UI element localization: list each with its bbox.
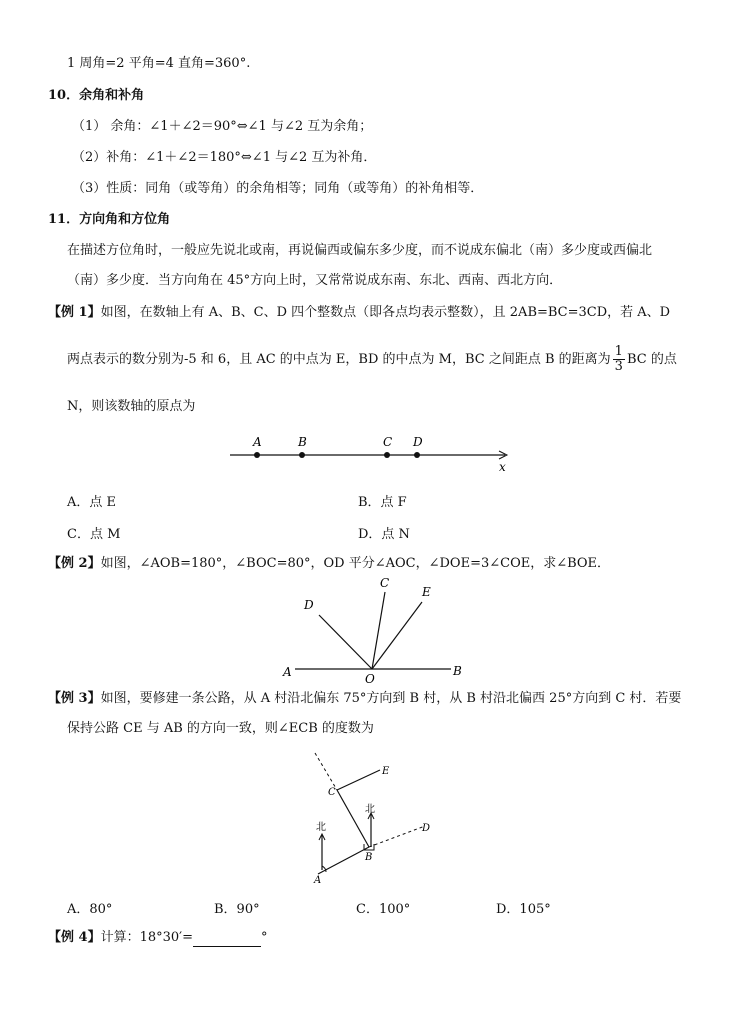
sec10-item-3: （3）性质：同角（或等角）的余角相等；同角（或等角）的补角相等． — [72, 181, 484, 196]
ray-oc — [372, 592, 385, 669]
sec10-item-2: （2）补角：∠1＋∠2＝180°⇔∠1 与∠2 互为补角． — [72, 150, 377, 165]
ex3-option-b: B．90° — [214, 902, 260, 917]
ray-oe — [372, 602, 422, 669]
ex3-option-a: A．80° — [67, 902, 113, 917]
example-1-text-2a: 两点表示的数分别为-5 和 6，且 AC 的中点为 E，BD 的中点为 M，BC 之间距点 B 的距离为 — [67, 352, 611, 367]
example-4-text: 计算：18°30′= — [100, 930, 194, 945]
ex3-option-c: C．100° — [356, 902, 411, 917]
example-3-text-1: 如图，要修建一条公路，从 A 村沿北偏东 75°方向到 B 村，从 B 村沿北偏西 25°方向到 C 村．若要 — [100, 691, 682, 706]
label-d: D — [413, 435, 423, 449]
label-b: B — [298, 435, 307, 449]
one-third-fraction — [613, 345, 625, 374]
label-north-a: 北 — [316, 822, 326, 833]
ex1-option-c: C．点 M — [67, 527, 121, 542]
label-a: A — [253, 435, 262, 449]
example-3-tag: 【例 3】 — [48, 691, 101, 706]
example-4-line — [48, 929, 268, 947]
example-2-tag: 【例 2】 — [48, 556, 101, 571]
label-c: C — [383, 435, 393, 449]
example-4-tag: 【例 4】 — [48, 930, 101, 945]
fraction-denominator: 3 — [614, 359, 623, 374]
label-c: C — [380, 576, 390, 590]
label-b: B — [453, 664, 462, 678]
sec11-para-2: （南）多少度．当方向角在 45°方向上时，又常常说成东南、东北、西南、西北方向． — [67, 273, 563, 288]
ray-od — [319, 615, 372, 669]
ex3-option-d: D．105° — [496, 902, 551, 917]
example-2-line — [48, 555, 610, 573]
example-2-text: 如图，∠AOB=180°，∠BOC=80°，OD 平分∠AOC，∠DOE=3∠COE，求∠BOE． — [100, 556, 611, 571]
point-d — [414, 452, 420, 458]
example-1-line-3: N，则该数轴的原点为 — [67, 399, 196, 414]
label-d: D — [304, 598, 314, 612]
fraction-numerator: 1 — [614, 344, 623, 359]
angle-figure — [275, 572, 475, 684]
dashed-extension-c — [315, 753, 337, 790]
label-c: C — [328, 787, 336, 798]
segment-cb — [337, 790, 369, 847]
label-x: x — [499, 460, 506, 474]
sec11-para-1: 在描述方位角时，一般应先说北或南，再说偏西或偏东多少度，而不说成东偏北（南）多少度或西偏北 — [67, 243, 653, 258]
example-1-text-1: 如图，在数轴上有 A、B、C、D 四个整数点（即各点均表示整数），且 2AB=BC=3CD，若 A、D — [100, 305, 671, 320]
label-o: O — [365, 672, 375, 684]
label-a: A — [314, 875, 322, 886]
example-1-line-1 — [48, 304, 670, 322]
section-11-title: 11．方向角和方位角 — [48, 212, 171, 227]
number-line-figure — [225, 432, 515, 474]
example-4-suffix: ° — [261, 930, 268, 945]
example-1-text-2b: BC 的点 — [626, 352, 677, 367]
example-3-line-1 — [48, 690, 681, 708]
point-a — [254, 452, 260, 458]
dashed-extension-d — [369, 826, 425, 847]
label-a: A — [283, 665, 292, 679]
label-b: B — [365, 852, 373, 863]
example-1-tag: 【例 1】 — [48, 305, 101, 320]
ex1-option-b: B．点 F — [358, 495, 407, 510]
label-d: D — [422, 823, 431, 834]
point-c — [384, 452, 390, 458]
ex1-option-d: D．点 N — [358, 527, 410, 542]
answer-blank[interactable] — [193, 932, 261, 947]
section-10-title: 10．余角和补角 — [48, 88, 145, 103]
example-3-line-2: 保持公路 CE 与 AB 的方向一致，则∠ECB 的度数为 — [67, 721, 374, 736]
segment-ce — [337, 770, 380, 790]
direction-figure — [300, 748, 440, 888]
label-e: E — [382, 766, 390, 777]
label-north-b: 北 — [365, 804, 375, 815]
example-1-line-2 — [67, 344, 677, 376]
sec10-item-1: （1） 余角：∠1＋∠2＝90°⇔∠1 与∠2 互为余角； — [72, 119, 373, 134]
ex1-option-a: A．点 E — [67, 495, 117, 510]
point-b — [299, 452, 305, 458]
label-e: E — [422, 585, 431, 599]
top-line: 1 周角=2 平角=4 直角=360°. — [67, 56, 251, 71]
